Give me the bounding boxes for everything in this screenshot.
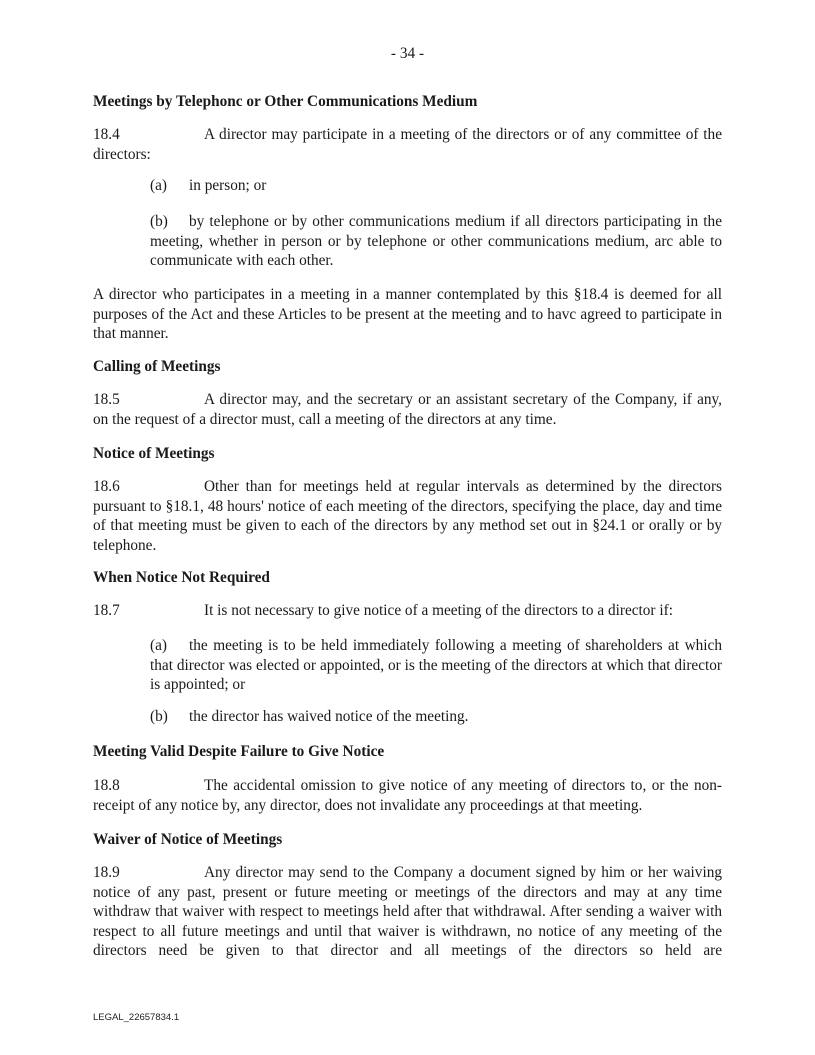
section-heading-18-7: When Notice Not Required xyxy=(93,569,270,586)
clause-text: A director may participate in a meeting of the directors or of any committee of the xyxy=(204,126,722,143)
section-heading-18-4: Meetings by Telephonc or Other Communications Medium xyxy=(93,93,478,110)
section-heading-18-5: Calling of Meetings xyxy=(93,358,221,375)
item-label: (a) xyxy=(150,637,167,654)
clause-18-8 xyxy=(93,776,722,815)
clause-text: It is not necessary to give notice of a meeting of the directors to a director if: xyxy=(204,602,673,619)
clause-18-7-item-b xyxy=(150,707,722,727)
clause-18-9 xyxy=(93,863,722,961)
clause-text-cont: receipt of any notice by, any director, does not invalidate any proceedings at that meeting. xyxy=(93,796,643,814)
section-heading-18-9: Waiver of Notice of Meetings xyxy=(93,831,283,848)
clause-number: 18.8 xyxy=(93,777,120,794)
clause-text: Other than for meetings held at regular intervals as determined by the directors xyxy=(204,478,722,495)
page-number: - 34 - xyxy=(390,45,425,62)
clause-18-4-item-b xyxy=(150,212,722,271)
clause-text-cont: pursuant to §18.1, 48 hours' notice of each meeting of the directors, specifying the place, day and time of that meeting must be given to each of the directors by any method set out in §24.1 or orally or by telephone. xyxy=(93,497,722,554)
clause-text: A director may, and the secretary or an assistant secretary of the Company, if any, xyxy=(204,391,722,408)
item-text: the meeting is to be held immediately following a meeting of shareholders at which that director was elected or appointed, or is the meeting of the directors at which that director is appointed; or xyxy=(150,637,722,693)
clause-number: 18.4 xyxy=(93,126,120,143)
clause-18-4-closing: A director who participates in a meeting in a manner contemplated by this §18.4 is deemed for all purposes of the Act and these Articles to be present at the meeting and to havc agreed to participate in that manner. xyxy=(93,286,722,342)
clause-text-cont: on the request of a director must, call a meeting of the directors at any time. xyxy=(93,410,557,428)
clause-18-7 xyxy=(93,601,722,621)
clause-18-5 xyxy=(93,390,722,429)
clause-text-cont: notice of any past, present or future meeting or meetings of the directors and may at any time withdraw that waiver with respect to meetings held after that withdrawal. After sending a waiver with respect to all future meetings and until that waiver is withdrawn, no notice of any meeting of the directors need be given to that director and all meetings of the directors so held are xyxy=(93,883,722,959)
item-text: by telephone or by other communications medium if all directors participating in the meeting, whether in person or by telephone or other communications medium, arc able to communicate with each other. xyxy=(150,213,722,269)
item-text: the director has waived notice of the meeting. xyxy=(189,708,469,725)
item-text: in person; or xyxy=(189,177,267,194)
clause-18-7-item-a xyxy=(150,636,722,695)
clause-18-4 xyxy=(93,125,722,164)
clause-18-6 xyxy=(93,477,722,555)
clause-text: The accidental omission to give notice of any meeting of directors to, or the non- xyxy=(204,777,722,794)
item-label: (b) xyxy=(150,213,168,230)
clause-text: Any director may send to the Company a document signed by him or her waiving xyxy=(204,864,722,881)
item-label: (b) xyxy=(150,708,168,725)
clause-text-cont: directors: xyxy=(93,145,151,163)
clause-number: 18.7 xyxy=(93,602,120,619)
item-label: (a) xyxy=(150,177,167,194)
clause-18-4-item-a xyxy=(150,176,722,196)
section-heading-18-6: Notice of Meetings xyxy=(93,445,215,462)
document-footer-id: LEGAL_22657834.1 xyxy=(93,1012,180,1023)
clause-number: 18.9 xyxy=(93,864,120,881)
clause-number: 18.6 xyxy=(93,478,120,495)
clause-number: 18.5 xyxy=(93,391,120,408)
section-heading-18-8: Meeting Valid Despite Failure to Give Notice xyxy=(93,743,385,760)
